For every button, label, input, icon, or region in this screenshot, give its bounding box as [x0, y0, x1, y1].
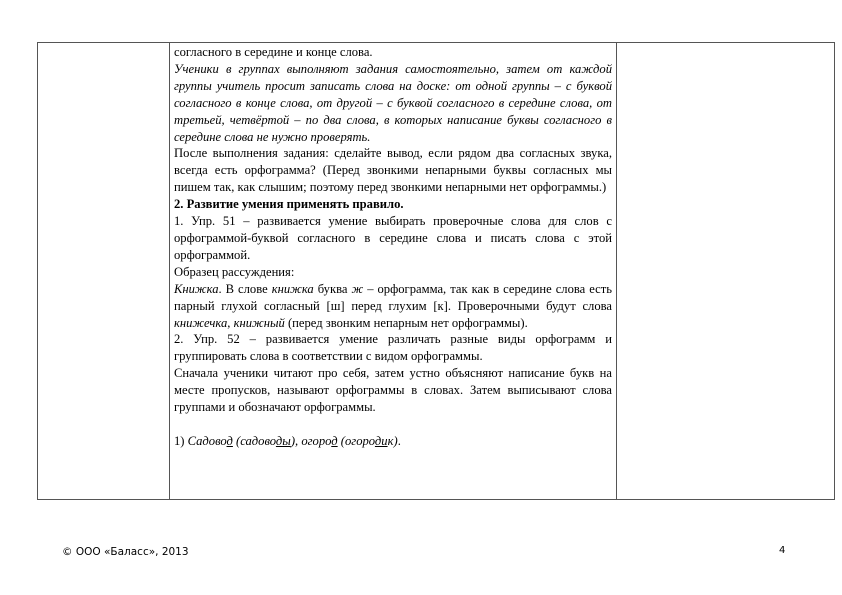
text: – орфограмма, так как в середине слова есть парный глухой согласный [ш] перед глухим [к]. Проверочными будут слова — [174, 281, 612, 313]
paragraph: Образец рассуждения: — [174, 264, 295, 279]
blank-line — [174, 416, 612, 433]
footer-copyright: © ООО «Баласс», 2013 — [62, 546, 189, 558]
word: (огоро — [337, 433, 375, 448]
orthogram: д — [331, 433, 338, 448]
lesson-table — [37, 42, 835, 500]
table-column-right — [616, 43, 834, 499]
word: книжечка — [174, 315, 228, 330]
table-column-left — [38, 43, 170, 499]
paragraph: согласного в середине и конце слова. — [174, 45, 373, 59]
word: (садово — [232, 433, 276, 448]
paragraph: 1. Упр. 51 – развивается умение выбирать проверочные слова для слов с орфограммой-буквой согласного в середине слова и писать слова с этой орфограммой. — [174, 214, 612, 262]
text: . — [397, 433, 401, 448]
sample-reasoning — [174, 281, 612, 332]
word: к — [387, 433, 394, 448]
example-line — [174, 433, 612, 450]
text: , — [227, 315, 234, 330]
word: книжный — [233, 315, 285, 330]
word: ), огоро — [290, 433, 332, 448]
word: книжка — [271, 281, 314, 296]
text: (перед звонким непарным нет орфограммы). — [284, 315, 528, 330]
text: буква — [313, 281, 352, 296]
paragraph-italic: Ученики в группах выполняют задания самостоятельно, затем от каждой группы учитель просит записать слова на доске: от одной группы – с буквой согласного в конце слова, от другой – с буквой согласного в середине слова, от третьей, четвёртой – по два слова, в которых написание буквы согласного в середине слова не нужно проверять. — [174, 61, 612, 144]
paragraph: 2. Упр. 52 – развивается умение различать разные виды орфограмм и группировать слова в соответствии с видом орфограммы. — [174, 332, 612, 364]
word: Книжка — [174, 281, 219, 296]
text: . В слове — [218, 281, 272, 296]
paragraph: После выполнения задания: сделайте вывод, если рядом два согласных звука, всегда есть орфограмма? (Перед звонкими непарными буквы согласных мы пишем так, как слышим; поэтому перед звонкими непарными нет орфограммы.) — [174, 146, 612, 195]
word: Садово — [187, 433, 227, 448]
text: 1) — [174, 433, 188, 448]
table-column-content — [174, 43, 612, 499]
page-number: 4 — [779, 545, 786, 556]
section-heading: 2. Развитие умения применять правило. — [174, 197, 404, 212]
word: ) — [393, 433, 398, 448]
orthogram: ды — [275, 433, 291, 448]
orthogram: д — [226, 433, 233, 448]
paragraph: Сначала ученики читают про себя, затем устно объясняют написание букв на месте пропусков, называют орфограммы в словах. Затем выписывают слова группами и обозначают орфограммы. — [174, 366, 612, 415]
orthogram: ди — [374, 433, 388, 448]
word: ж — [351, 281, 364, 296]
